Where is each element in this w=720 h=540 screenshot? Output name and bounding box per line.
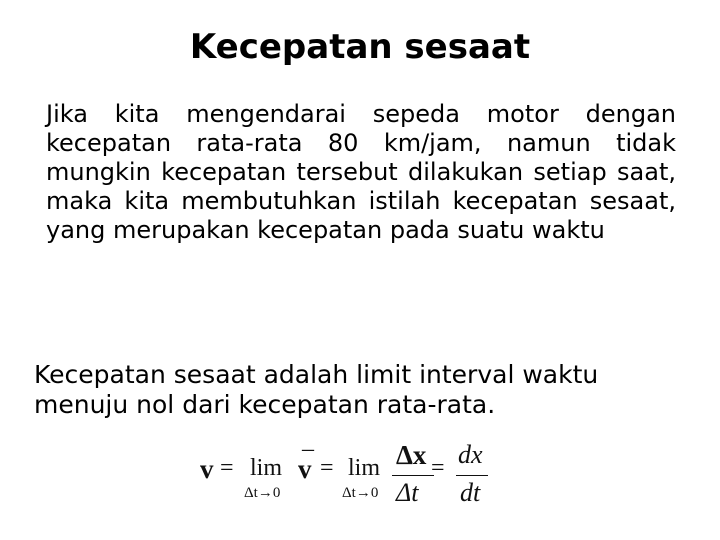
formula-lim-1: lim — [250, 455, 283, 481]
formula-vbar: v — [298, 454, 312, 484]
formula-equals-2: = — [320, 455, 334, 481]
formula-dt: dt — [460, 478, 481, 507]
paragraph-definition: Jika kita mengendarai sepeda motor dengan kecepatan rata-rata 80 km/jam, namun tidak mungkin kecepatan tersebut dilakukan setiap saat, maka kita membutuhkan istilah kecepatan sesaat, yang merupakan kecepatan pada suatu waktu — [46, 100, 676, 244]
formula-fraction-bar-2 — [456, 475, 488, 476]
formula-delta-x: Δx — [396, 440, 427, 470]
formula-lim-1-subscript: Δt→0 — [244, 485, 281, 501]
formula-equals-3: = — [431, 455, 445, 481]
paragraph-limit: Kecepatan sesaat adalah limit interval waktu menuju nol dari kecepatan rata-rata. — [34, 360, 599, 419]
formula-lim-2: lim — [348, 455, 381, 481]
slide-title: Kecepatan sesaat — [189, 27, 531, 67]
formula-vbar-mark: – — [302, 436, 314, 462]
formula-lim-2-subscript: Δt→0 — [342, 485, 379, 501]
formula-dx: dx — [458, 440, 483, 469]
formula-fraction-bar-1 — [392, 475, 434, 476]
formula-v: v — [200, 454, 214, 484]
instantaneous-velocity-formula — [200, 436, 500, 510]
formula-equals-1: = — [220, 455, 234, 481]
formula-delta-t: Δt — [396, 478, 419, 507]
